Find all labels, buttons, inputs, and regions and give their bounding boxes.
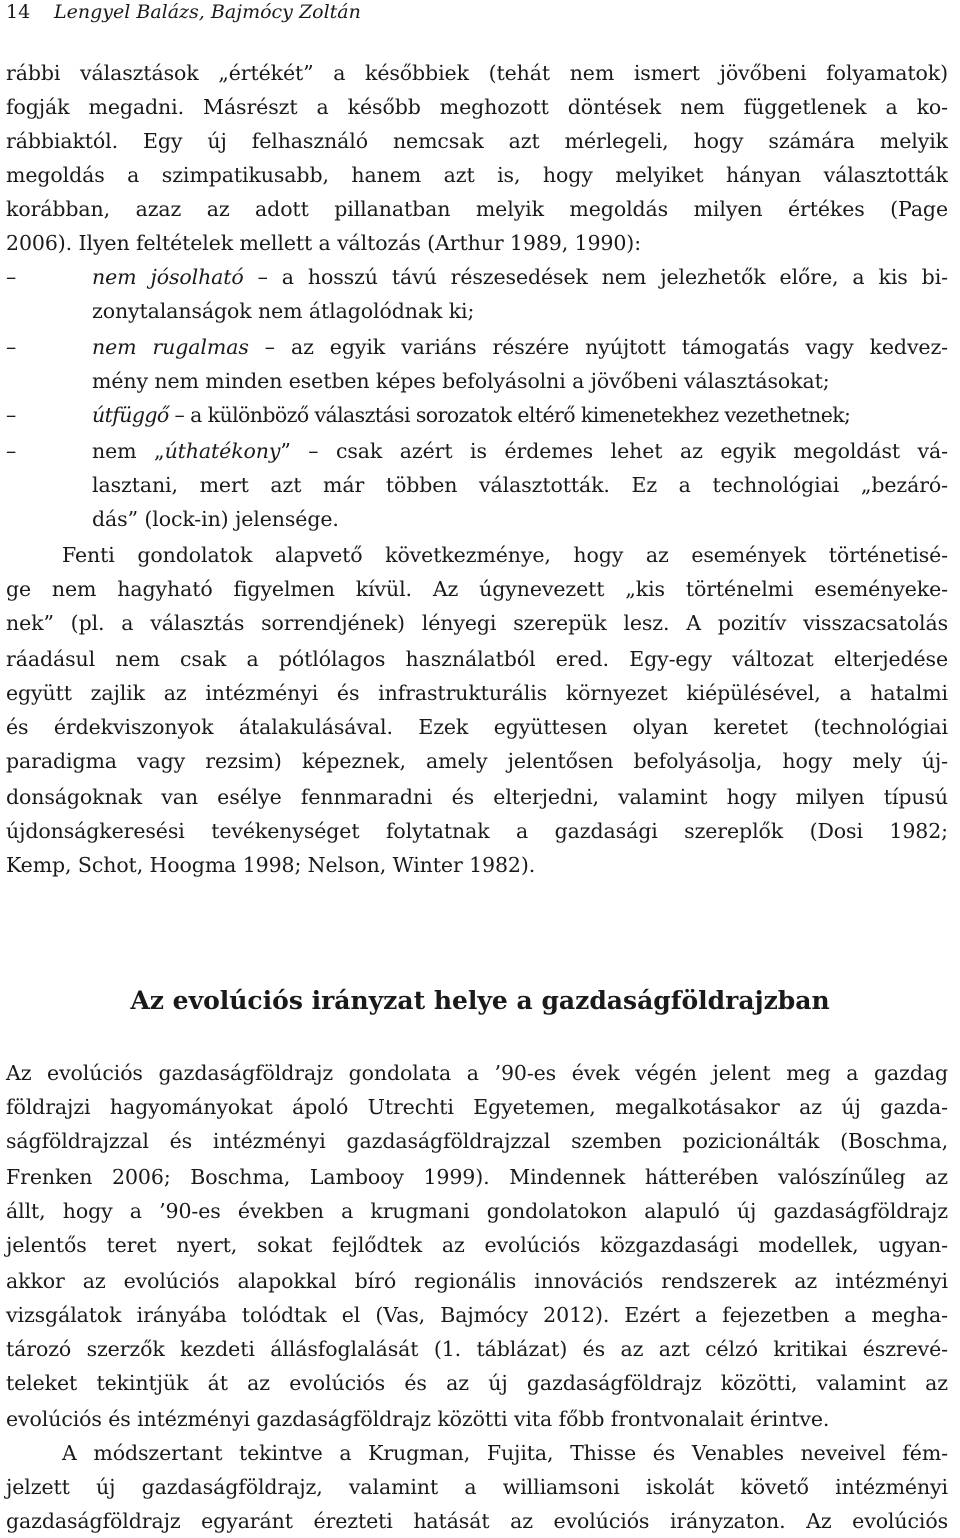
bullet-term: útfüggő <box>92 403 169 427</box>
bullet-text: ” – csak azért is érdemes lehet az egyik megoldást vá- <box>280 439 948 463</box>
body-line: Az evolúciós gazdaságföldrajz gondolata a ’90-es évek végén jelent meg a gazdag <box>6 1061 948 1085</box>
bullet-continuation: zonytalanságok nem átlagolódnak ki; <box>92 299 475 323</box>
body-line: ge nem hagyható figyelmen kívül. Az úgynevezett „kis történelmi eseményeke- <box>6 577 948 601</box>
body-line: rábbiaktól. Egy új felhasználó nemcsak azt mérlegeli, hogy számára melyik <box>6 129 948 153</box>
running-header <box>6 0 946 24</box>
body-line: jelentős teret nyert, sokat fejlődtek az evolúciós közgazdasági modellek, ugyan- <box>6 1233 948 1257</box>
body-line: és érdekviszonyok átalakulásával. Ezek együttesen olyan keretet (technológiai <box>6 715 948 739</box>
bullet-continuation: lasztani, mert azt már többen választották. Ez a technológiai „bezáró- <box>92 473 948 497</box>
bullet-item <box>92 398 948 432</box>
body-line: fogják megadni. Másrészt a később meghozott döntések nem függetlenek a ko- <box>6 95 948 119</box>
bullet-text: – az egyik variáns részére nyújtott támogatás vagy kedvez- <box>248 335 948 359</box>
body-line: gazdaságföldrajz egyaránt érezteti hatását az evolúciós irányzaton. Az evolúciós <box>6 1509 948 1533</box>
bullet-item <box>92 260 948 294</box>
body-line: Frenken 2006; Boschma, Lambooy 1999). Mindennek hátterében valószínűleg az <box>6 1165 948 1189</box>
body-line: akkor az evolúciós alapokkal bíró regionális innovációs rendszerek az intézményi <box>6 1269 948 1293</box>
running-header-authors: Lengyel Balázs, Bajmócy Zoltán <box>54 1 361 23</box>
body-line: rábbi választások „értékét” a későbbiek (tehát nem ismert jövőbeni folyamatok) <box>6 61 948 85</box>
bullet-term: úthatékony <box>164 439 281 463</box>
body-line: földrajzi hagyományokat ápoló Utrechti Egyetemen, megalkotásakor az új gazda- <box>6 1095 948 1119</box>
body-line: jelzett új gazdaságföldrajz, valamint a williamsoni iskolát követő intézményi <box>6 1475 948 1499</box>
body-line: A módszertant tekintve a Krugman, Fujita, Thisse és Venables neveivel fém- <box>62 1441 948 1465</box>
body-line: ságföldrajzzal és intézményi gazdaságföldrajzzal szemben pozicionálták (Boschma, <box>6 1129 948 1153</box>
body-line: újdonságkeresési tevékenységet folytatnak a gazdasági szereplők (Dosi 1982; <box>6 819 948 843</box>
body-line: tározó szerzők kezdeti állásfoglalását (1. táblázat) és az azt célzó kritikai észrevé- <box>6 1337 948 1361</box>
body-line: korábban, azaz az adott pillanatban melyik megoldás milyen értékes (Page <box>6 197 948 221</box>
body-line: paradigma vagy rezsim) képeznek, amely jelentősen befolyásolja, hogy mely új- <box>6 749 948 773</box>
body-line: ráadásul nem csak a pótlólagos használatból ered. Egy-egy változat elterjedése <box>6 647 948 671</box>
body-line: megoldás a szimpatikusabb, hanem azt is, hogy melyiket hányan választották <box>6 163 948 187</box>
bullet-term: nem jósolható <box>92 265 244 289</box>
bullet-continuation: dás” (lock-in) jelensége. <box>92 507 339 531</box>
body-line: 2006). Ilyen feltételek mellett a változás (Arthur 1989, 1990): <box>6 231 642 255</box>
body-line: nek” (pl. a választás sorrendjének) lényegi szerepük lesz. A pozitív visszacsatolás <box>6 611 948 635</box>
bullet-dash: – <box>6 265 17 289</box>
body-line: teleket tekintjük át az evolúciós és az új gazdaságföldrajz közötti, valamint az <box>6 1371 948 1395</box>
bullet-text: – a különböző választási sorozatok eltérő kimenetekhez vezethetnek; <box>168 403 851 427</box>
section-heading: Az evolúciós irányzat helye a gazdaságföldrajzban <box>130 986 830 1015</box>
body-line: evolúciós és intézményi gazdaságföldrajz közötti vita főbb frontvonalait érintve. <box>6 1407 830 1431</box>
bullet-dash: – <box>6 403 17 427</box>
bullet-text-pre: nem „ <box>92 439 165 463</box>
body-line: donságoknak van esélye fennmaradni és elterjedni, valamint hogy milyen típusú <box>6 785 948 809</box>
bullet-item <box>92 434 948 468</box>
bullet-dash: – <box>6 439 17 463</box>
bullet-text: – a hosszú távú részesedések nem jelezhetők előre, a kis bi- <box>243 265 948 289</box>
bullet-dash: – <box>6 335 17 359</box>
bullet-continuation: mény nem minden esetben képes befolyásolni a jövőbeni választásokat; <box>92 369 830 393</box>
body-line: Kemp, Schot, Hoogma 1998; Nelson, Winter 1982). <box>6 853 536 877</box>
page-number: 14 <box>6 1 31 23</box>
bullet-term: nem rugalmas <box>92 335 249 359</box>
body-line: együtt zajlik az intézményi és infrastrukturális környezet kiépülésével, a hatalmi <box>6 681 948 705</box>
bullet-item <box>92 330 948 364</box>
body-line: vizsgálatok irányába tolódtak el (Vas, Bajmócy 2012). Ezért a fejezetben a megha- <box>6 1303 948 1327</box>
body-line: Fenti gondolatok alapvető következménye, hogy az események történetisé- <box>62 543 948 567</box>
body-line: állt, hogy a ’90-es években a krugmani gondolatokon alapuló új gazdaságföldrajz <box>6 1199 948 1223</box>
